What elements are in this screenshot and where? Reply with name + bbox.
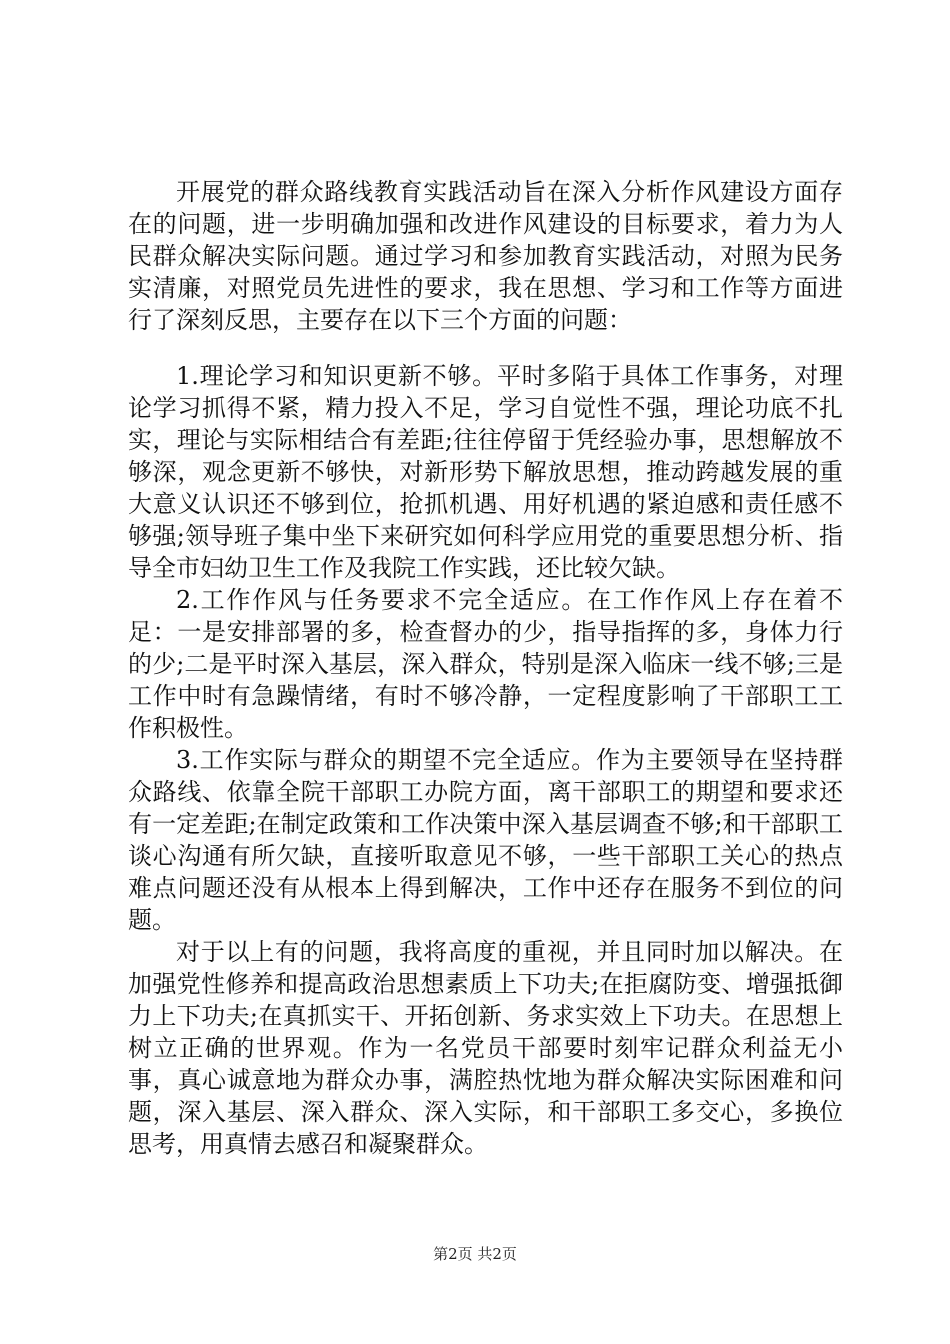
problem-paragraph-1: 1.理论学习和知识更新不够。平时多陷于具体工作事务，对理论学习抓得不紧，精力投入不足，学习自觉性不强，理论功底不扎实，理论与实际相结合有差距;往往停留于凭经验办事，思想解放不够深，观念更新不够快，对新形势下解放思想，推动跨越发展的重大意义认识还不够到位，抢抓机遇、用好机遇的紧迫感和责任感不够强;领导班子集中坐下来研究如何科学应用党的重要思想分析、指导全市妇幼卫生工作及我院工作实践，还比较欠缺。 (128, 362, 843, 582)
intro-paragraph: 开展党的群众路线教育实践活动旨在深入分析作风建设方面存在的问题，进一步明确加强和改进作风建设的目标要求，着力为人民群众解决实际问题。通过学习和参加教育实践活动，对照为民务实清廉，对照党员先进性的要求，我在思想、学习和工作等方面进行了深刻反思，主要存在以下三个方面的问题： (128, 178, 843, 334)
document-body (128, 176, 843, 1160)
problem-paragraph-2: 2.工作作风与任务要求不完全适应。在工作作风上存在着不足：一是安排部署的多，检查督办的少，指导指挥的多，身体力行的少;二是平时深入基层，深入群众，特别是深入临床一线不够;三是工作中时有急躁情绪，有时不够冷静，一定程度影响了干部职工工作积极性。 (128, 586, 843, 742)
problem-paragraph-3: 3.工作实际与群众的期望不完全适应。作为主要领导在坚持群众路线、依靠全院干部职工办院方面，离干部职工的期望和要求还有一定差距;在制定政策和工作决策中深入基层调查不够;和干部职工谈心沟通有所欠缺，直接听取意见不够，一些干部职工关心的热点难点问题还没有从根本上得到解决，工作中还存在服务不到位的问题。 (128, 746, 843, 934)
conclusion-paragraph: 对于以上有的问题，我将高度的重视，并且同时加以解决。在加强党性修养和提高政治思想素质上下功夫;在拒腐防变、增强抵御力上下功夫;在真抓实干、开拓创新、务求实效上下功夫。在思想上树立正确的世界观。作为一名党员干部要时刻牢记群众利益无小事，真心诚意地为群众办事，满腔热忱地为群众解决实际困难和问题，深入基层、深入群众、深入实际，和干部职工多交心，多换位思考，用真情去感召和凝聚群众。 (128, 938, 843, 1158)
page-number-footer: 第2页 共2页 (433, 1245, 517, 1263)
